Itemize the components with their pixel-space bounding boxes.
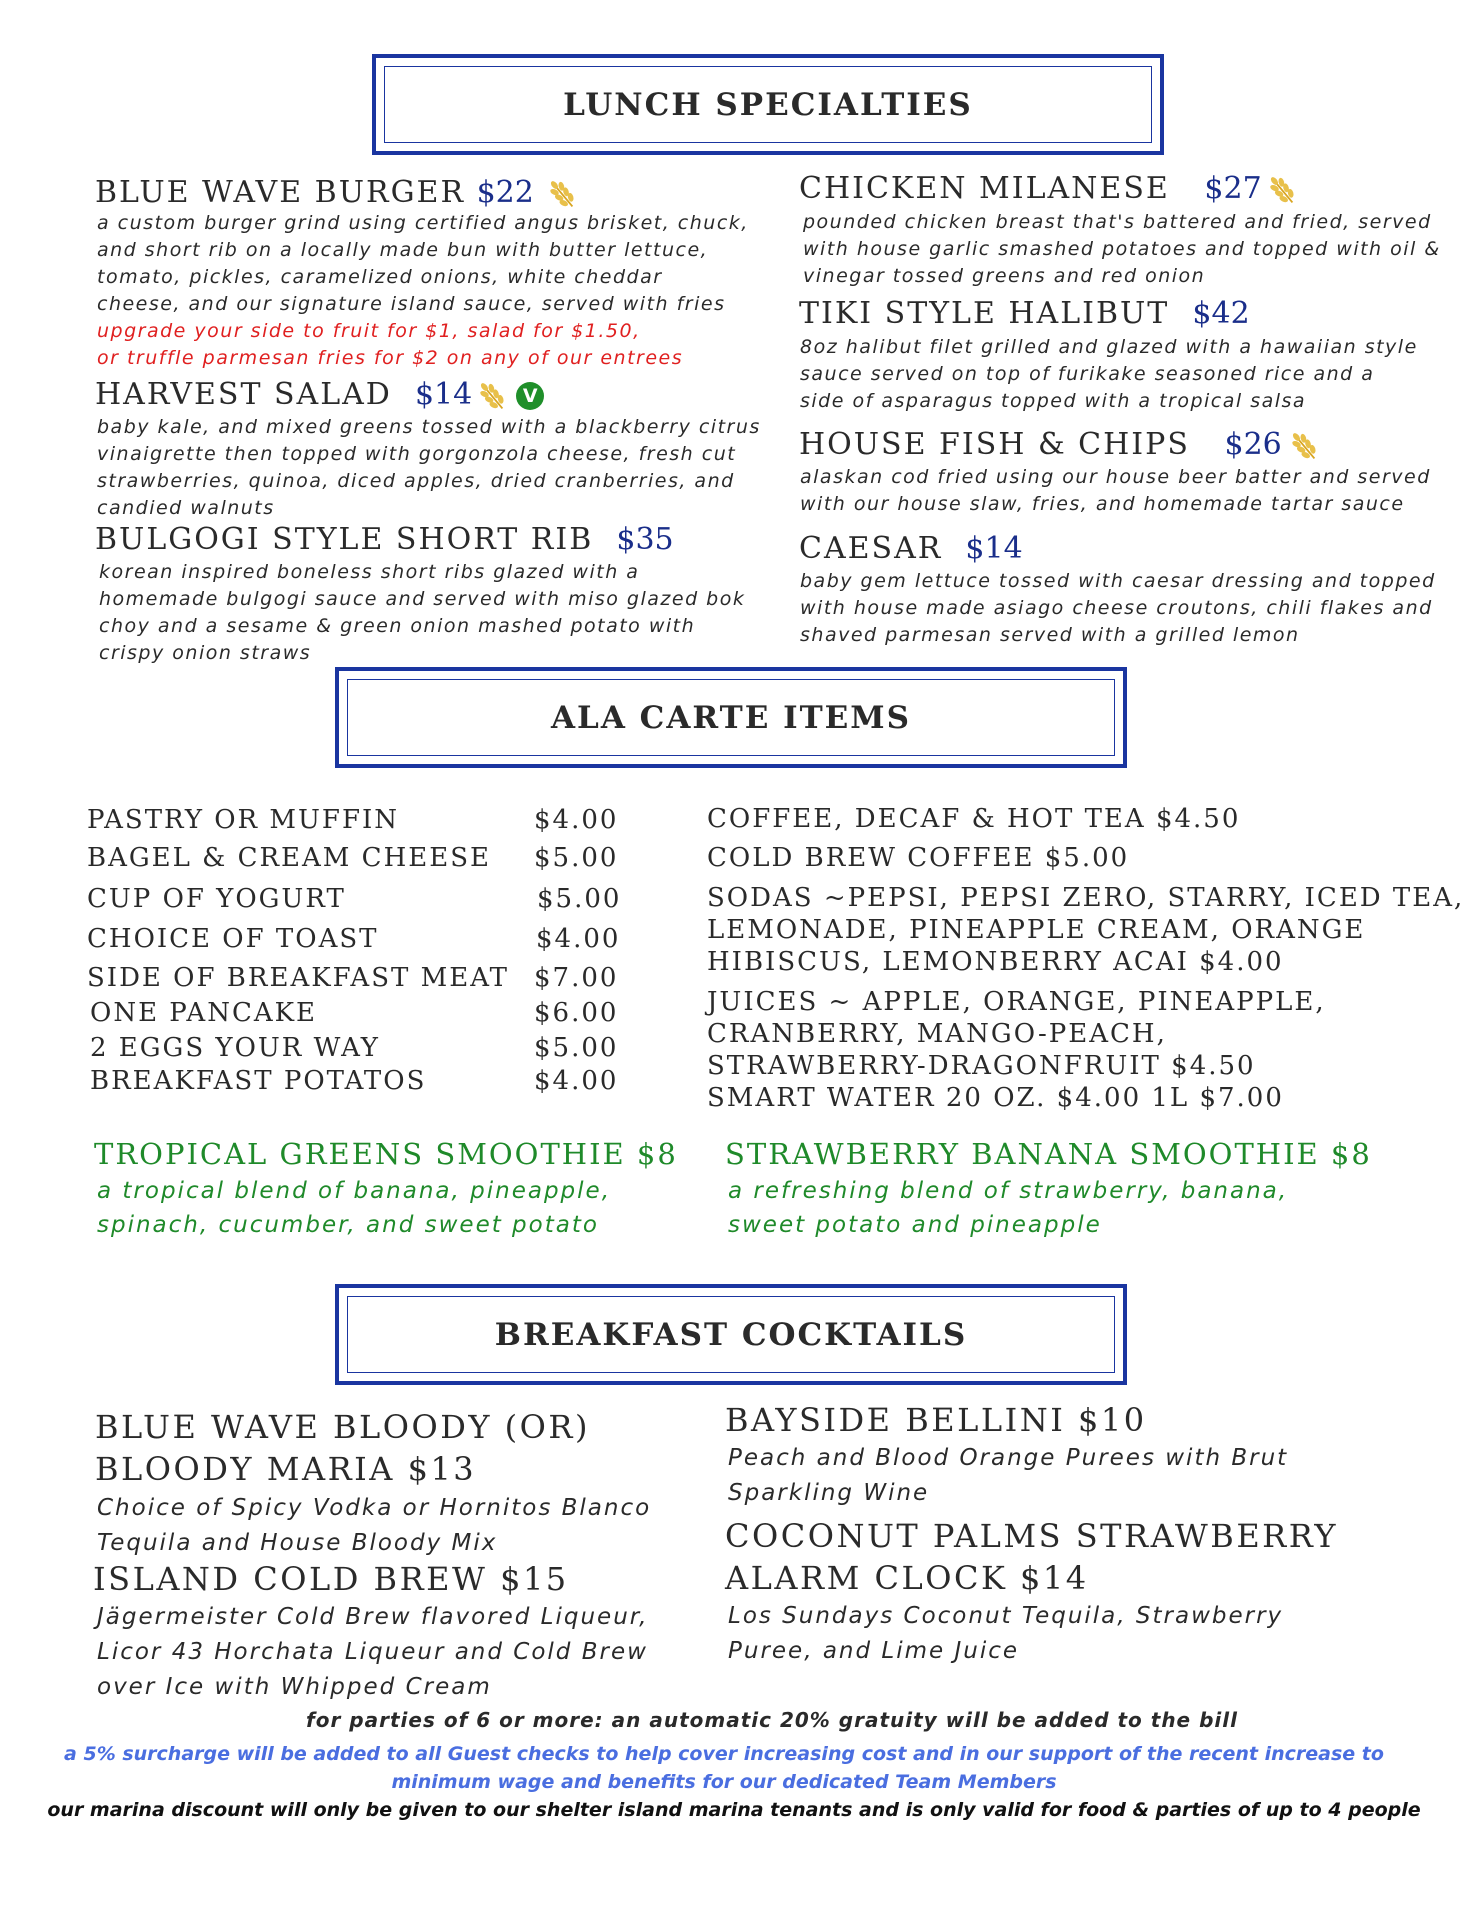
list-item: PASTRY OR MUFFIN	[87, 805, 400, 835]
drink-sodas: SODAS ~PEPSI, PEPSI ZERO, STARRY, ICED TEA, LEMONADE, PINEAPPLE CREAM, ORANGE HIBISCUS, LEMONBERRY ACAI $4.00	[707, 883, 1465, 977]
item-description: Choice of Spicy Vodka or Hornitos Blanco Tequila and House Bloody Mix	[97, 1495, 652, 1556]
item-description: baby kale, and mixed greens tossed with a blackberry citrus vinaigrette then topped with gorgonzola cheese, fresh cut strawberries, quinoa, diced apples, dried cranberries, and candied walnuts	[97, 416, 761, 519]
menu-item-bulgogi-short-rib: BULGOGI STYLE SHORT RIB $35	[95, 522, 674, 557]
list-item: BREAKFAST POTATOS	[90, 1066, 427, 1096]
cocktail-bloody: BLUE WAVE BLOODY (OR) BLOODY MARIA $13	[95, 1408, 590, 1488]
item-description: alaskan cod fried using our house beer batter and served with our house slaw, fries, and homemade tartar sauce	[800, 466, 1431, 515]
item-price: $4.00	[536, 924, 621, 954]
item-description: Los Sundays Coconut Tequila, Strawberry Puree, and Lime Juice	[728, 1603, 1284, 1664]
wheat-icon	[474, 378, 510, 414]
item-price: $7.00	[534, 963, 619, 993]
surcharge-note: a 5% surcharge will be added to all Guest checks to help cover increasing cost and in our support of the recent increase to minimum wage and benefits for our dedicated Team Members	[64, 1743, 1384, 1793]
menu-item-blue-wave-burger: BLUE WAVE BURGER $22	[95, 175, 580, 212]
menu-item-caesar: CAESAR $14	[799, 531, 1023, 566]
item-description: baby gem lettuce tossed with caesar dressing and topped with house made asiago cheese croutons, chili flakes and shaved parmesan served with a grilled lemon	[800, 570, 1436, 646]
menu-item-tiki-halibut: TIKI STYLE HALIBUT $42	[799, 296, 1250, 331]
alacarte-header-box	[335, 667, 1127, 768]
item-description: Peach and Blood Orange Purees with Brut Sparkling Wine	[728, 1445, 1289, 1506]
drink-juices: JUICES ~ APPLE, ORANGE, PINEAPPLE, CRANBERRY, MANGO-PEACH, STRAWBERRY-DRAGONFRUIT $4.50 SMART WATER 20 OZ. $4.00 1L $7.00	[707, 987, 1326, 1113]
list-item: SIDE OF BREAKFAST MEAT	[87, 963, 509, 993]
item-price: $5.00	[534, 843, 619, 873]
list-item: 2 EGGS YOUR WAY	[90, 1033, 380, 1063]
cocktails-header-box	[335, 1284, 1127, 1385]
gratuity-note: for parties of 6 or more: an automatic 20% gratuity will be added to the bill	[306, 1708, 1238, 1732]
item-description: a tropical blend of banana, pineapple, spinach, cucumber, and sweet potato	[97, 1178, 612, 1238]
item-description: korean inspired boneless short ribs glazed with a homemade bulgogi sauce and served with miso glazed bok choy and a sesame & green onion mashed potato with crispy onion straws	[99, 561, 746, 664]
wheat-icon	[1286, 428, 1322, 464]
list-item: BAGEL & CREAM CHEESE	[87, 843, 491, 873]
list-item: ONE PANCAKE	[90, 998, 318, 1028]
cocktail-island-cold-brew: ISLAND COLD BREW $15	[93, 1560, 569, 1598]
item-description: Jägermeister Cold Brew flavored Liqueur, Licor 43 Horchata Liqueur and Cold Brew over Ice with Whipped Cream	[97, 1604, 649, 1700]
menu-item-fish-and-chips: HOUSE FISH & CHIPS $26	[799, 427, 1322, 464]
lunch-header-box	[372, 54, 1164, 155]
upgrade-note: upgrade your side to fruit for $1, salad for $1.50,	[97, 320, 641, 342]
vegan-icon: V	[516, 382, 544, 410]
item-description: a custom burger grind using certified angus brisket, chuck, and short rib on a locally made bun with butter lettuce, tomato, pickles, caramelized onions, white cheddar cheese, and our signature island sauce, served with fries upgrade your side to fruit for $1, salad for $1.50, or truffle parmesan fries for $2 on any of our entrees	[97, 212, 749, 369]
item-price: $4.00	[534, 805, 619, 835]
item-price: $5.00	[534, 1033, 619, 1063]
menu-item-harvest-salad: HARVEST SALAD $14 V	[95, 377, 544, 414]
item-description: pounded chicken breast that's battered and fried, served with house garlic smashed potatoes and topped with oil & vinegar tossed greens and red onion	[803, 211, 1441, 287]
drink-cold-brew: COLD BREW COFFEE $5.00	[707, 843, 1130, 873]
item-price: $4.00	[534, 1066, 619, 1096]
item-description: a refreshing blend of strawberry, banana, sweet potato and pineapple	[728, 1178, 1289, 1238]
smoothie-tropical-greens: TROPICAL GREENS SMOOTHIE $8	[94, 1137, 678, 1171]
list-item: CUP OF YOGURT	[87, 884, 346, 914]
marina-discount-note: our marina discount will only be given to our shelter island marina tenants and is only valid for food & parties of up to 4 people	[47, 1799, 1421, 1821]
item-description: 8oz halibut filet grilled and glazed with a hawaiian style sauce served on top of furikake seasoned rice and a side of asparagus topped with a tropical salsa	[800, 336, 1418, 412]
wheat-icon	[1264, 172, 1300, 208]
smoothie-strawberry-banana: STRAWBERRY BANANA SMOOTHIE $8	[725, 1137, 1372, 1171]
drink-coffee: COFFEE, DECAF & HOT TEA $4.50	[707, 804, 1241, 834]
lunch-header: LUNCH SPECIALTIES	[563, 86, 973, 123]
wheat-icon	[544, 176, 580, 212]
alacarte-header: ALA CARTE ITEMS	[550, 699, 912, 736]
cocktail-coconut-palms: COCONUT PALMS STRAWBERRY ALARM CLOCK $14	[725, 1517, 1338, 1597]
list-item: CHOICE OF TOAST	[87, 924, 379, 954]
item-price: $5.00	[537, 884, 622, 914]
cocktail-bayside-bellini: BAYSIDE BELLINI $10	[725, 1401, 1147, 1439]
cocktails-header: BREAKFAST COCKTAILS	[494, 1316, 968, 1353]
menu-item-chicken-milanese: CHICKEN MILANESE $27	[799, 171, 1300, 208]
item-price: $6.00	[534, 998, 619, 1028]
